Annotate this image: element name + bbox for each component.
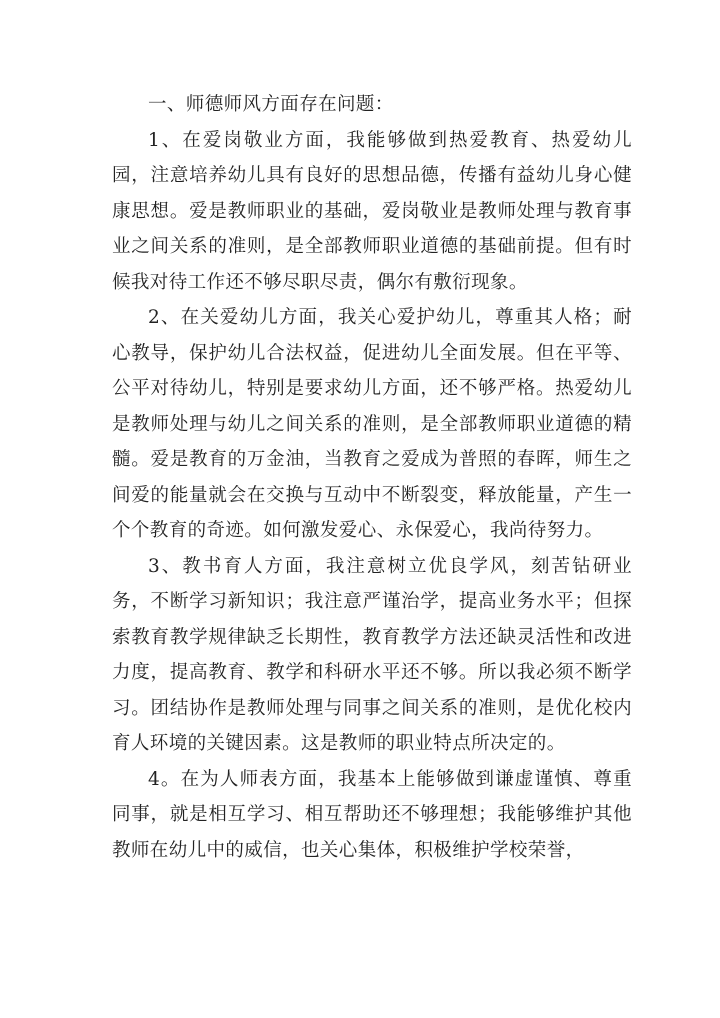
paragraph-1: 1、在爱岗敬业方面，我能够做到热爱教育、热爱幼儿园，注意培养幼儿具有良好的思想品德，传播有益幼儿身心健康思想。爱是教师职业的基础，爱岗敬业是教师处理与教育事业之间关系的准则，是全部教师职业道德的基础前提。但有时候我对待工作还不够尽职尽责，偶尔有敷衍现象。: [112, 129, 632, 293]
paragraph-4: 4。在为人师表方面，我基本上能够做到谦虚谨慎、尊重同事，就是相互学习、相互帮助还不够理想；我能够维护其他教师在幼儿中的威信，也关心集体，积极维护学校荣誉，: [112, 768, 632, 861]
paragraph-2: 2、在关爱幼儿方面，我关心爱护幼儿，尊重其人格；耐心教导，保护幼儿合法权益，促进幼儿全面发展。但在平等、公平对待幼儿，特别是要求幼儿方面，还不够严格。热爱幼儿是教师处理与幼儿之间关系的准则，是全部教师职业道德的精髓。爱是教育的万金油，当教育之爱成为普照的春晖，师生之间爱的能量就会在交换与互动中不断裂变，释放能量，产生一个个教育的奇迹。如何激发爱心、永保爱心，我尚待努力。: [112, 307, 632, 541]
paragraph-3: 3、教书育人方面，我注意树立优良学风，刻苦钻研业务，不断学习新知识；我注意严谨治学，提高业务水平；但探索教育教学规律缺乏长期性，教育教学方法还缺灵活性和改进力度，提高教育、教学和科研水平还不够。所以我必须不断学习。团结协作是教师处理与同事之间关系的准则，是优化校内育人环境的关键因素。这是教师的职业特点所决定的。: [112, 555, 632, 754]
document-body: [112, 87, 632, 868]
section-heading: 一、师德师风方面存在问题：: [148, 94, 394, 115]
